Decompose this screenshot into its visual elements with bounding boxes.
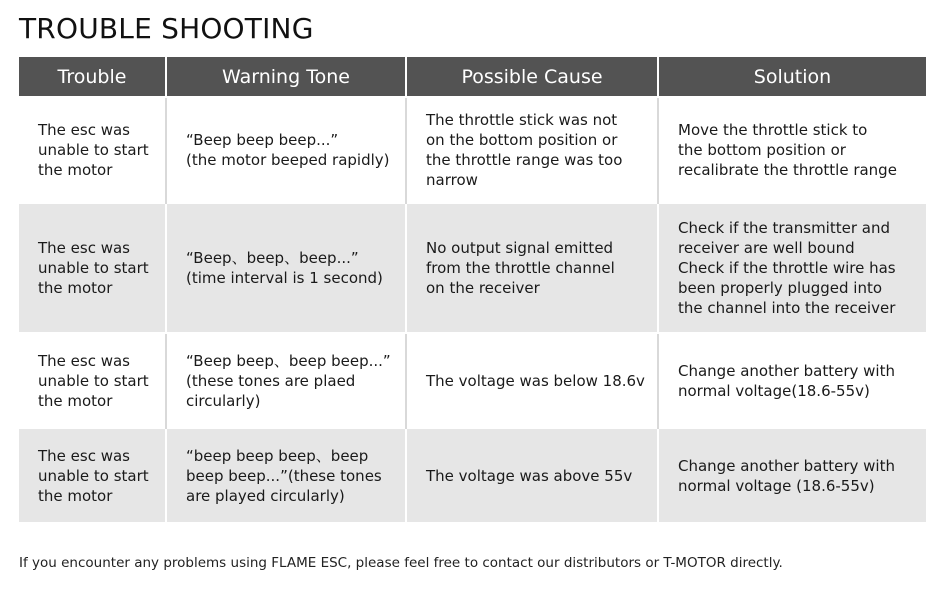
cell-line: normal voltage(18.6-55v) [678,381,870,400]
cell-line: beep beep...”(these tones [186,466,382,485]
cell-line: circularly) [186,391,261,410]
trouble-cell [19,428,166,522]
cell-line: Check if the transmitter and [678,219,890,237]
cell-line: “Beep beep beep...” [186,131,339,149]
cell-line: No output signal emitted [426,239,614,257]
cell-line: been properly plugged into [678,279,883,297]
cell-line: the motor [38,391,113,410]
cell-line: (time interval is 1 second) [186,269,383,287]
cell-line: Check if the throttle wire has [678,259,896,277]
troubleshooting-table [19,57,926,522]
cell-line: on the receiver [426,279,540,297]
table-row [19,97,926,203]
possible-cause-cell [406,203,658,333]
footer-note: If you encounter any problems using FLAME ESC, please feel free to contact our distributors or T-MOTOR directly. [19,555,783,571]
cell-line: normal voltage (18.6-55v) [678,476,875,495]
header-trouble: Trouble [19,57,166,97]
cell-line: The voltage was below 18.6v [426,371,645,390]
page-title: TROUBLE SHOOTING [19,12,314,45]
header-solution: Solution [658,57,926,97]
solution-cell [658,428,926,522]
cell-line: “beep beep beep、beep [186,446,369,465]
cell-line: Change another battery with [678,361,895,380]
cell-line: “Beep、beep、beep...” [186,249,359,267]
header-warning-tone: Warning Tone [166,57,406,97]
cell-line: (the motor beeped rapidly) [186,151,390,169]
cell-line: from the throttle channel [426,259,615,277]
cell-line: the motor [38,161,113,179]
cell-line: the throttle range was too [426,151,623,169]
trouble-cell [19,203,166,333]
table-header-row [19,57,926,97]
cell-line: Move the throttle stick to [678,121,868,139]
header-possible-cause: Possible Cause [406,57,658,97]
cell-line: receiver are well bound [678,239,855,257]
solution-cell [658,203,926,333]
trouble-cell [19,333,166,428]
cell-line: recalibrate the throttle range [678,161,897,179]
warning-tone-cell [166,97,406,203]
possible-cause-cell [406,333,658,428]
cell-line: unable to start [38,259,149,277]
cell-line: Change another battery with [678,456,895,475]
possible-cause-cell [406,97,658,203]
cell-line: the bottom position or [678,141,846,159]
table-row [19,333,926,428]
cell-line: unable to start [38,141,149,159]
cell-line: unable to start [38,371,149,390]
cell-line: the motor [38,279,113,297]
cell-line: narrow [426,171,478,189]
cell-line: on the bottom position or [426,131,618,149]
warning-tone-cell [166,333,406,428]
cell-line: The esc was [38,239,130,257]
table-row [19,203,926,333]
warning-tone-cell [166,203,406,333]
cell-line: The voltage was above 55v [426,466,633,485]
trouble-cell [19,97,166,203]
cell-line: The esc was [38,121,130,139]
solution-cell [658,333,926,428]
cell-line: are played circularly) [186,486,345,505]
cell-line: “Beep beep、beep beep...” [186,351,391,370]
cell-line: The esc was [38,351,130,370]
cell-line: unable to start [38,466,149,485]
warning-tone-cell [166,428,406,522]
cell-line: The throttle stick was not [426,111,618,129]
solution-cell [658,97,926,203]
cell-line: The esc was [38,446,130,465]
cell-line: the channel into the receiver [678,299,896,317]
cell-line: the motor [38,486,113,505]
table-row [19,428,926,522]
cell-line: (these tones are plaed [186,371,356,390]
possible-cause-cell [406,428,658,522]
